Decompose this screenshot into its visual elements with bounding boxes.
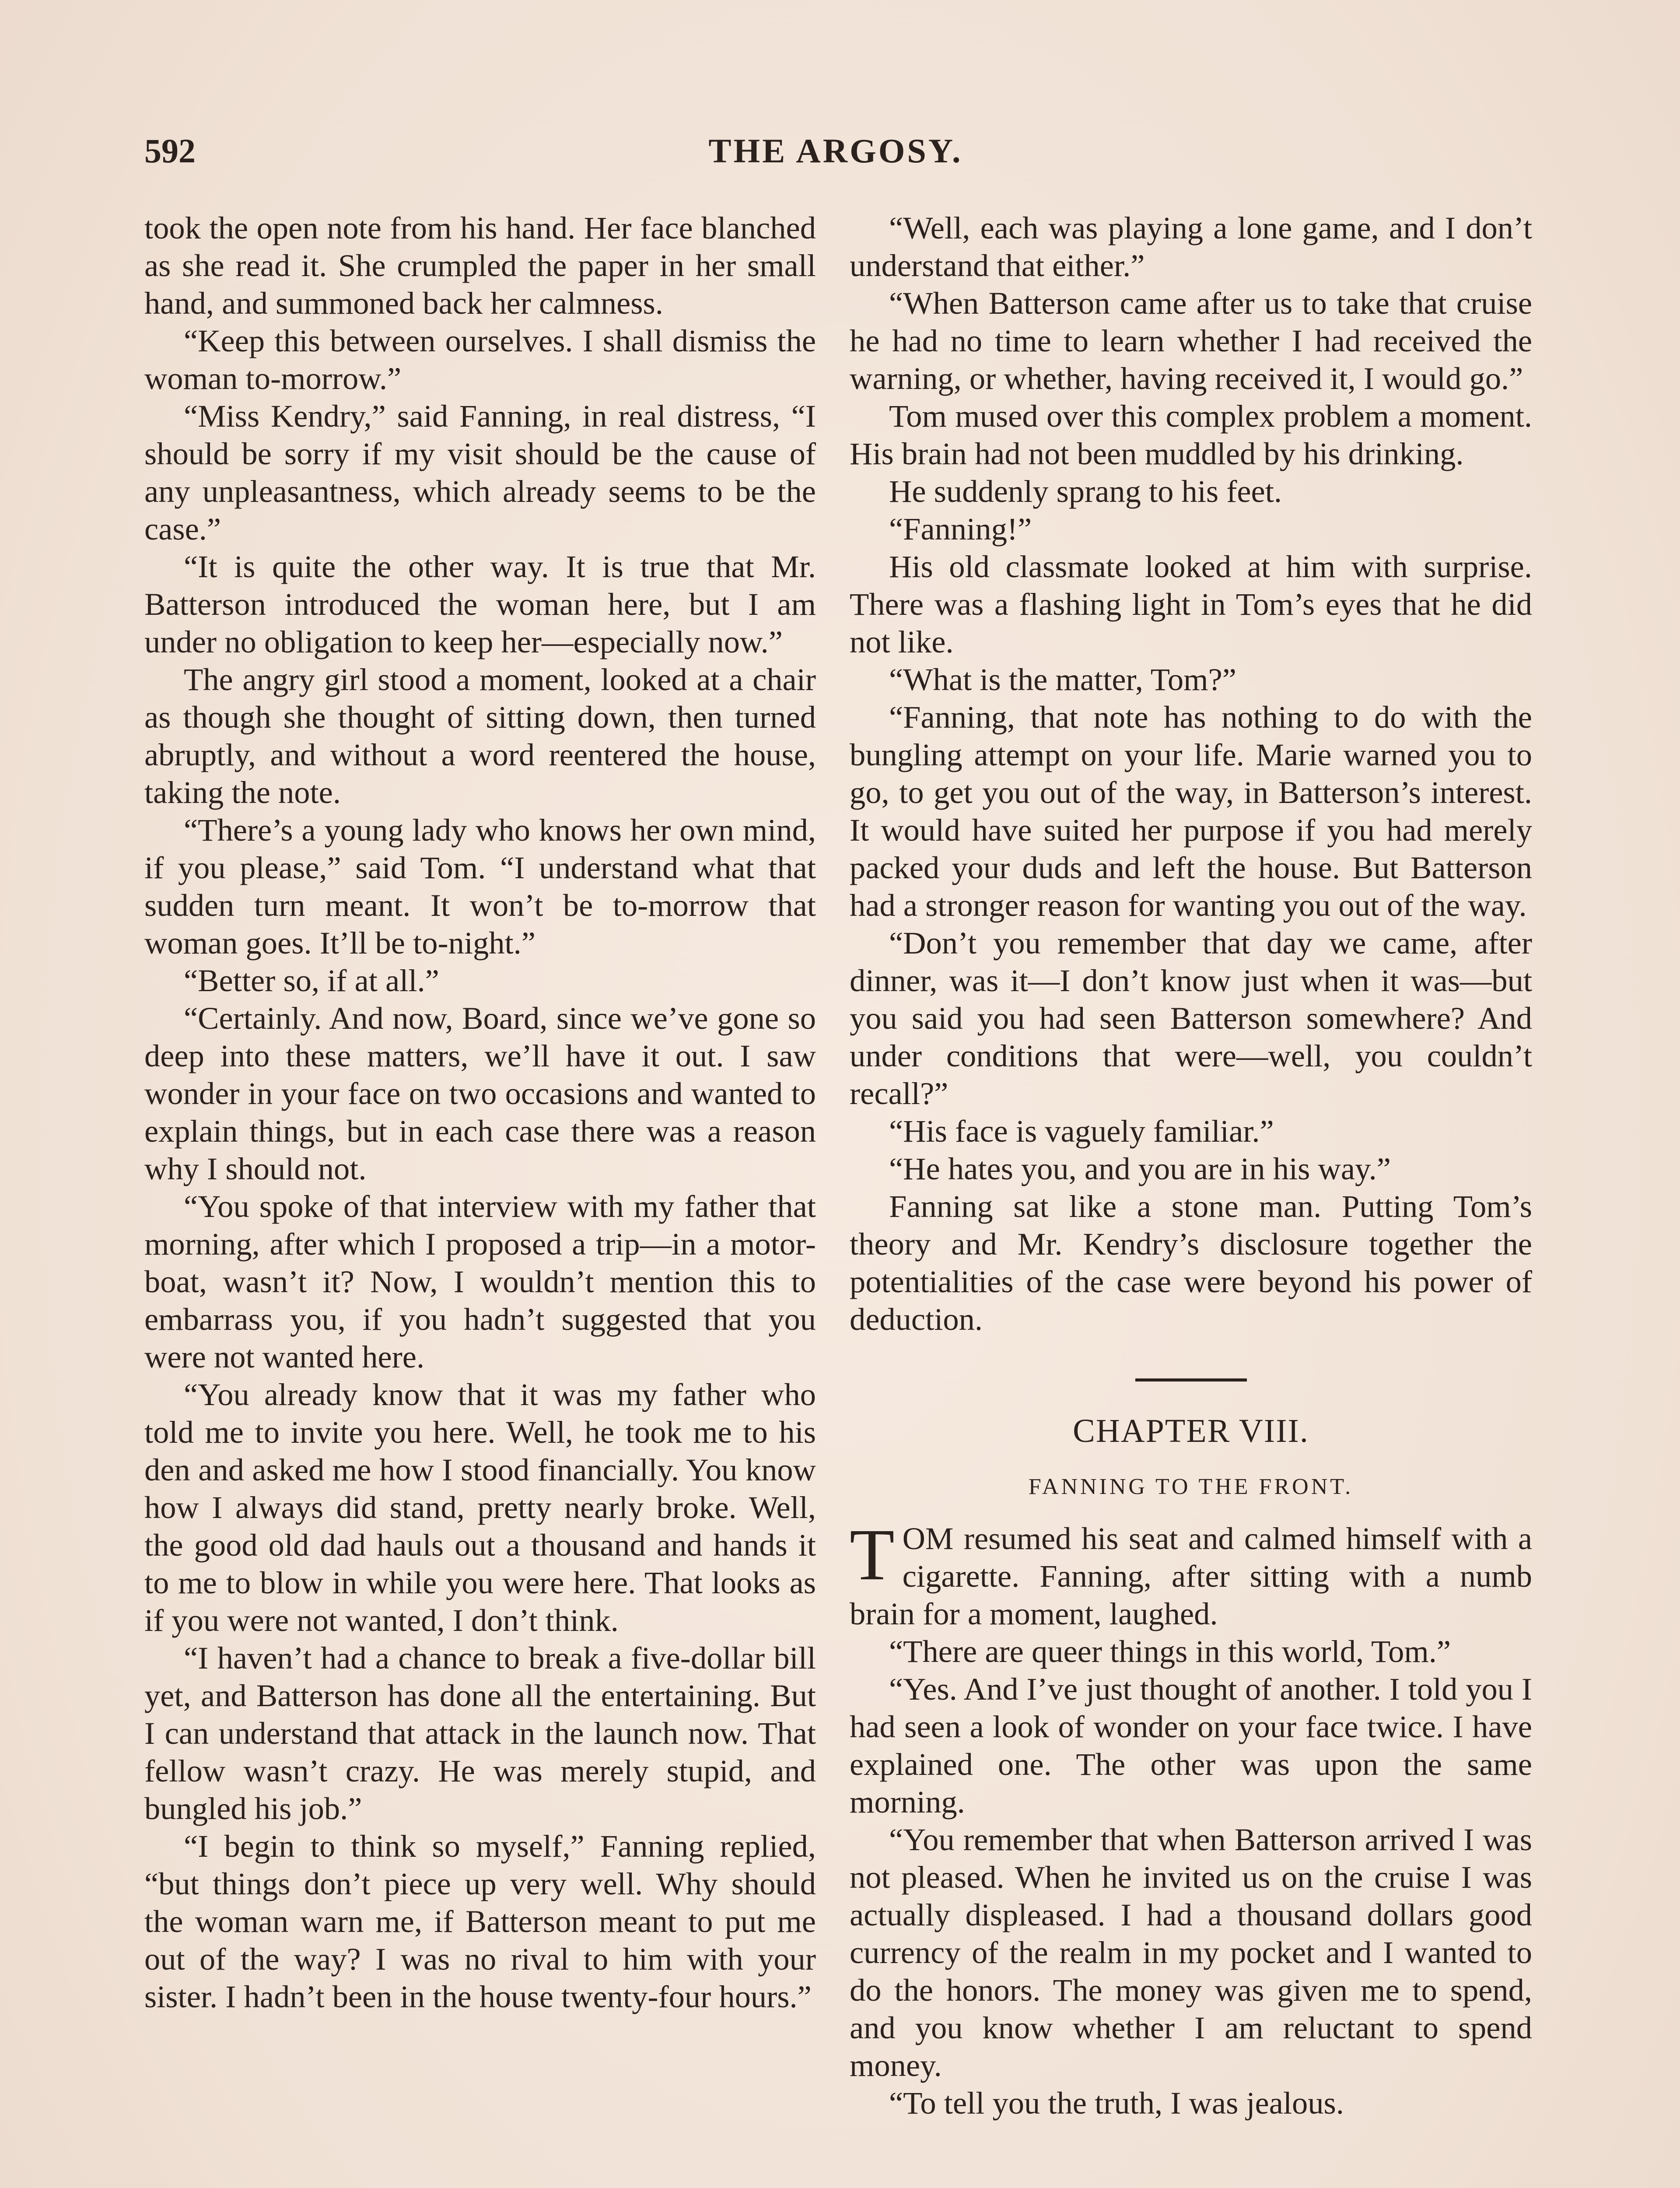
paragraph: “Don’t you remember that day we came, after dinner, was it—I don’t know just when it was—but you said you had seen Batterson somewhere? And under conditions that were—well, you couldn’t recall?” — [850, 925, 1532, 1111]
paragraph: “There are queer things in this world, Tom.” — [889, 1634, 1451, 1669]
running-title: THE ARGOSY. — [708, 132, 963, 170]
paragraph: He suddenly sprang to his feet. — [889, 473, 1282, 509]
paragraph: Tom mused over this complex problem a moment. His brain had not been muddled by his drinking. — [850, 398, 1532, 471]
left-column — [144, 209, 816, 2016]
paragraph: “Well, each was playing a lone game, and I don’t understand that either.” — [850, 210, 1532, 283]
page-number: 592 — [144, 132, 196, 170]
paragraph: “You remember that when Batterson arrived I was not pleased. When he invited us on the cruise I was actually displeased. I had a thousand dollars good currency of the realm in my pocket and I wanted to do the honors. The money was given me to spend, and you know whether I am reluctant to spend money. — [850, 1822, 1532, 2083]
paragraph: His old classmate looked at him with surprise. There was a flashing light in Tom’s eyes that he did not like. — [850, 549, 1532, 659]
drop-cap: T — [850, 1514, 895, 1595]
paragraph: “Keep this between ourselves. I shall dismiss the woman to-morrow.” — [144, 323, 816, 396]
paragraph: “What is the matter, Tom?” — [889, 662, 1236, 697]
paragraph: The angry girl stood a moment, looked at a chair as though she thought of sitting down, then turned abruptly, and without a word reentered the house, taking the note. — [144, 662, 816, 810]
paragraph: took the open note from his hand. Her face blanched as she read it. She crumpled the paper in her small hand, and summoned back her calmness. — [144, 210, 816, 321]
chapter-subtitle: FANNING TO THE FRONT. — [1028, 1474, 1354, 1499]
paragraph: “When Batterson came after us to take that cruise he had no time to learn whether I had received the warning, or whether, having received it, I would go.” — [850, 285, 1532, 396]
paragraph: “I begin to think so myself,” Fanning replied, “but things don’t piece up very well. Why should the woman warn me, if Batterson meant to put me out of the way? I was no rival to him with your sister. I hadn’t been in the house twenty-four hours.” — [144, 1828, 816, 2014]
paragraph: “Better so, if at all.” — [184, 963, 439, 998]
chapter-opening-paragraph — [850, 1514, 1532, 1633]
paragraph: “There’s a young lady who knows her own mind, if you please,” said Tom. “I understand what that sudden turn meant. It won’t be to-morrow that woman goes. It’ll be to-night.” — [144, 812, 816, 961]
paragraph: “He hates you, and you are in his way.” — [889, 1151, 1391, 1186]
opening-text: OM resumed his seat and calmed himself with a cigarette. Fanning, after sitting with a numb brain for a moment, laughed. — [850, 1521, 1532, 1631]
paragraph: “It is quite the other way. It is true that Mr. Batterson introduced the woman here, but I am under no obligation to keep her—especially now.” — [144, 549, 816, 659]
right-column — [850, 209, 1532, 2122]
paragraph: “Yes. And I’ve just thought of another. I told you I had seen a look of wonder on your face twice. I have explained one. The other was upon the same morning. — [850, 1671, 1532, 1820]
section-divider — [1135, 1378, 1247, 1382]
paragraph: Fanning sat like a stone man. Putting Tom’s theory and Mr. Kendry’s disclosure together the potentialities of the case were beyond his power of deduction. — [850, 1189, 1532, 1337]
paragraph: “His face is vaguely familiar.” — [889, 1113, 1274, 1149]
paragraph: “I haven’t had a chance to break a five-dollar bill yet, and Batterson has done all the entertaining. But I can understand that attack in the launch now. That fellow wasn’t crazy. He was merely stupid, and bungled his job.” — [144, 1640, 816, 1826]
page-header — [144, 131, 1527, 179]
paragraph: “You already know that it was my father who told me to invite you here. Well, he took me to his den and asked me how I stood financially. You know how I always did stand, pretty nearly broke. Well, the good old dad hauls out a thousand and hands it to me to blow in while you were here. That looks as if you were not wanted, I don’t think. — [144, 1377, 816, 1638]
paragraph: “Miss Kendry,” said Fanning, in real distress, “I should be sorry if my visit should be the cause of any unpleasantness, which already seems to be the case.” — [144, 398, 816, 547]
paragraph: “Fanning, that note has nothing to do with the bungling attempt on your life. Marie warned you to go, to get you out of the way, in Batterson’s interest. It would have suited her purpose if you had merely packed your duds and left the house. But Batterson had a stronger reason for wanting you out of the way. — [850, 699, 1532, 923]
paragraph: “Fanning!” — [889, 511, 1032, 547]
chapter-title: CHAPTER VIII. — [1073, 1413, 1309, 1449]
paragraph: “To tell you the truth, I was jealous. — [889, 2085, 1344, 2121]
paragraph: “Certainly. And now, Board, since we’ve gone so deep into these matters, we’ll have it out. I saw wonder in your face on two occasions and wanted to explain things, but in each case there was a reason why I should not. — [144, 1000, 816, 1186]
paragraph: “You spoke of that interview with my father that morning, after which I proposed a trip—in a motor-boat, wasn’t it? Now, I wouldn’t mention this to embarrass you, if you hadn’t suggested that you were not wanted here. — [144, 1189, 816, 1375]
